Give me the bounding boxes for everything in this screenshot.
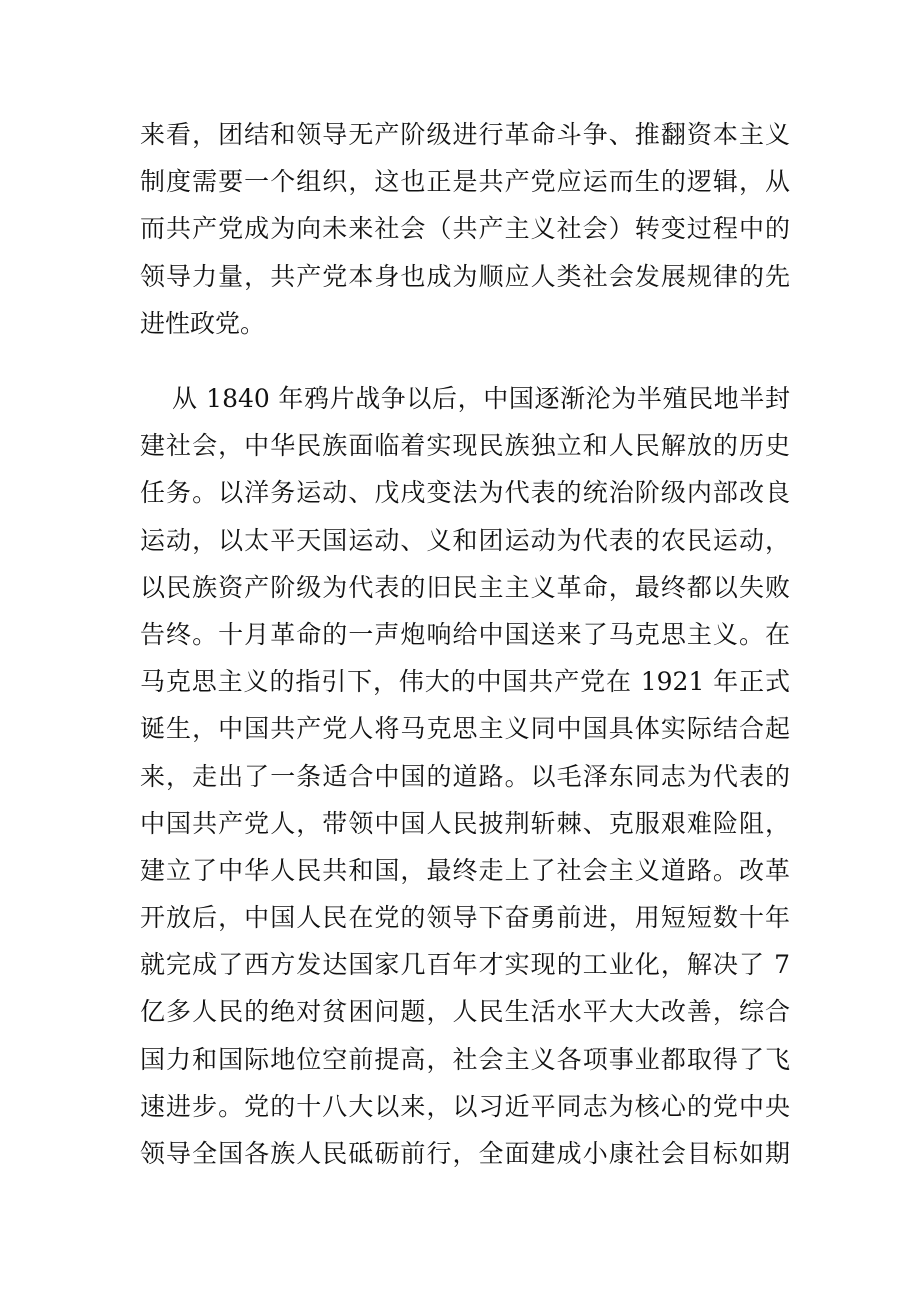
paragraph-line: 制度需要一个组织，这也正是共产党应运而生的逻辑，从 bbox=[140, 167, 790, 197]
paragraph-2 bbox=[140, 375, 790, 1177]
paragraph-line: 以民族资产阶级为代表的旧民主主义革命，最终都以失败 bbox=[140, 572, 790, 602]
paragraph-line: 运动，以太平天国运动、义和团运动为代表的农民运动， bbox=[140, 525, 790, 555]
paragraph-line: 进性政党。 bbox=[140, 308, 266, 338]
paragraph-line: 亿多人民的绝对贫困问题，人民生活水平大大改善，综合 bbox=[140, 997, 790, 1027]
paragraph-line: 建社会，中华民族面临着实现民族独立和人民解放的历史 bbox=[140, 431, 790, 461]
paragraph-line: 诞生，中国共产党人将马克思主义同中国具体实际结合起 bbox=[140, 714, 790, 744]
paragraph-line: 马克思主义的指引下，伟大的中国共产党在 1921 年正式 bbox=[140, 667, 790, 697]
paragraph-line: 来看，团结和领导无产阶级进行革命斗争、推翻资本主义 bbox=[140, 120, 790, 149]
paragraph-1 bbox=[140, 111, 790, 347]
paragraph-line: 中国共产党人，带领中国人民披荆斩棘、克服艰难险阻， bbox=[140, 808, 790, 838]
paragraph-line: 领导全国各族人民砥砺前行，全面建成小康社会目标如期 bbox=[140, 1139, 790, 1168]
paragraph-line: 任务。以洋务运动、戊戌变法为代表的统治阶级内部改良 bbox=[140, 478, 790, 508]
paragraph-line: 从 1840 年鸦片战争以后，中国逐渐沦为半殖民地半封 bbox=[172, 384, 790, 413]
paragraph-line: 开放后，中国人民在党的领导下奋勇前进，用短短数十年 bbox=[140, 903, 790, 933]
paragraph-line: 建立了中华人民共和国，最终走上了社会主义道路。改革 bbox=[140, 855, 790, 885]
paragraph-line: 速进步。党的十八大以来，以习近平同志为核心的党中央 bbox=[140, 1091, 790, 1121]
paragraph-line: 就完成了西方发达国家几百年才实现的工业化，解决了 7 bbox=[140, 950, 790, 980]
paragraph-line: 领导力量，共产党本身也成为顺应人类社会发展规律的先 bbox=[140, 261, 790, 291]
paragraph-line: 国力和国际地位空前提高，社会主义各项事业都取得了飞 bbox=[140, 1044, 790, 1074]
paragraph-line: 告终。十月革命的一声炮响给中国送来了马克思主义。在 bbox=[140, 619, 790, 649]
paragraph-line: 而共产党成为向未来社会（共产主义社会）转变过程中的 bbox=[140, 214, 790, 244]
paragraph-line: 来，走出了一条适合中国的道路。以毛泽东同志为代表的 bbox=[140, 761, 790, 791]
